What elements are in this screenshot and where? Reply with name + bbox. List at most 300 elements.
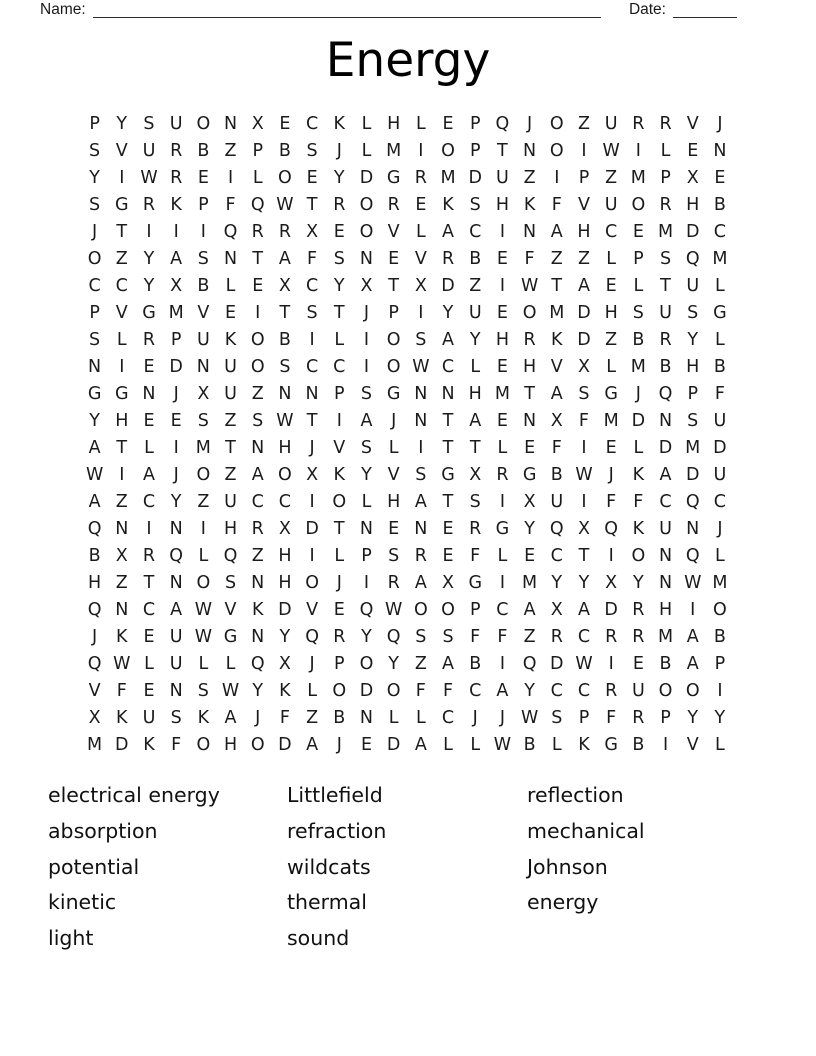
grid-letter: A	[278, 248, 291, 269]
grid-letter: B	[333, 707, 346, 728]
grid-letter: T	[524, 383, 535, 404]
grid-letter: C	[713, 221, 727, 242]
grid-letter: U	[604, 113, 618, 134]
grid-letter: Z	[577, 248, 590, 269]
grid-letter: I	[418, 437, 424, 458]
grid-letter: Q	[685, 491, 700, 512]
grid-letter: R	[251, 221, 264, 242]
grid-letter: R	[414, 545, 427, 566]
grid-letter: J	[608, 464, 614, 485]
grid-letter: C	[577, 680, 591, 701]
grid-letter: N	[414, 410, 428, 431]
grid-letter: N	[658, 545, 673, 566]
grid-letter: L	[388, 437, 399, 458]
grid-letter: L	[415, 221, 426, 242]
grid-letter: O	[196, 572, 211, 593]
grid-letter: H	[278, 572, 292, 593]
grid-letter: Y	[252, 680, 264, 701]
grid-letter: G	[522, 464, 537, 485]
grid-letter: X	[278, 653, 291, 674]
grid-letter: W	[575, 464, 593, 485]
grid-letter: E	[252, 275, 264, 296]
grid-letter: D	[685, 221, 700, 242]
grid-letter: Q	[386, 626, 401, 647]
grid-letter: D	[278, 599, 292, 620]
grid-letter: O	[332, 680, 347, 701]
grid-letter: U	[142, 140, 156, 161]
grid-letter: Z	[224, 464, 237, 485]
grid-letter: C	[142, 491, 156, 512]
grid-letter: L	[470, 356, 481, 377]
grid-letter: J	[309, 653, 315, 674]
name-blank-line	[93, 3, 601, 18]
grid-letter: X	[360, 275, 373, 296]
grid-letter: N	[414, 383, 428, 404]
grid-letter: J	[92, 626, 98, 647]
grid-letter: E	[388, 248, 400, 269]
grid-letter: I	[499, 491, 505, 512]
grid-letter: K	[551, 329, 563, 350]
grid-letter: B	[632, 734, 645, 755]
grid-letter: M	[386, 140, 402, 161]
grid-letter: O	[359, 194, 374, 215]
grid-letter: O	[631, 545, 646, 566]
grid-letter: S	[306, 302, 318, 323]
grid-letter: U	[468, 302, 482, 323]
grid-letter: H	[88, 572, 102, 593]
grid-letter: R	[659, 194, 672, 215]
grid-letter: G	[468, 572, 482, 593]
grid-letter: X	[251, 113, 264, 134]
grid-letter: J	[309, 437, 315, 458]
grid-letter: N	[441, 383, 455, 404]
grid-letter: F	[714, 383, 725, 404]
grid-letter: M	[195, 437, 211, 458]
grid-letter: J	[92, 221, 98, 242]
grid-letter: Q	[604, 518, 619, 539]
grid-letter: Y	[361, 464, 372, 485]
grid-letter: E	[415, 194, 427, 215]
grid-letter: Y	[687, 329, 699, 350]
grid-letter: L	[198, 545, 209, 566]
grid-letter: T	[660, 275, 671, 296]
grid-letter: E	[197, 167, 209, 188]
grid-letter: Y	[361, 626, 372, 647]
grid-letter: F	[578, 410, 589, 431]
grid-letter: O	[386, 680, 401, 701]
grid-letter: N	[523, 221, 537, 242]
grid-letter: L	[606, 356, 617, 377]
grid-letter: B	[197, 140, 210, 161]
grid-letter: P	[361, 545, 372, 566]
grid-letter: L	[225, 653, 236, 674]
grid-letter: D	[604, 599, 618, 620]
grid-letter: V	[550, 356, 563, 377]
grid-letter: O	[685, 680, 700, 701]
grid-letter: C	[305, 275, 319, 296]
grid-letter: L	[307, 680, 317, 701]
grid-letter: S	[415, 464, 427, 485]
grid-letter: R	[387, 572, 400, 593]
grid-letter: B	[713, 194, 726, 215]
grid-letter: L	[551, 734, 562, 755]
grid-letter: X	[469, 464, 482, 485]
grid-letter: A	[88, 491, 101, 512]
grid-letter: C	[305, 356, 319, 377]
grid-letter: J	[527, 113, 533, 134]
grid-letter: Z	[550, 248, 563, 269]
grid-letter: P	[89, 113, 100, 134]
grid-letter: R	[550, 626, 563, 647]
grid-letter: J	[717, 518, 723, 539]
grid-letter: I	[635, 140, 641, 161]
grid-letter: M	[87, 734, 103, 755]
grid-letter: Y	[89, 167, 100, 188]
grid-letter: C	[88, 275, 101, 296]
grid-letter: K	[116, 707, 128, 728]
grid-letter: H	[468, 383, 482, 404]
grid-letter: C	[713, 491, 727, 512]
grid-letter: J	[363, 302, 370, 323]
grid-letter: D	[713, 437, 727, 458]
grid-letter: O	[413, 599, 428, 620]
word-list-item: sound	[287, 926, 350, 951]
grid-letter: Q	[495, 113, 510, 134]
grid-letter: S	[333, 248, 345, 269]
grid-letter: B	[713, 626, 726, 647]
grid-letter: K	[143, 734, 155, 755]
grid-letter: E	[143, 626, 155, 647]
grid-letter: Z	[605, 329, 618, 350]
grid-letter: X	[686, 167, 699, 188]
grid-letter: H	[495, 329, 509, 350]
grid-letter: B	[469, 248, 482, 269]
grid-letter: E	[605, 437, 617, 458]
grid-letter: X	[550, 410, 563, 431]
grid-letter: U	[224, 356, 237, 377]
grid-letter: M	[657, 626, 674, 647]
grid-letter: I	[336, 410, 342, 431]
grid-letter: A	[88, 437, 101, 458]
grid-letter: J	[336, 734, 342, 755]
grid-letter: N	[169, 572, 183, 593]
grid-letter: C	[278, 491, 292, 512]
grid-letter: O	[549, 113, 564, 134]
grid-letter: I	[499, 275, 505, 296]
grid-letter: K	[251, 599, 264, 620]
grid-letter: E	[496, 356, 508, 377]
grid-letter: R	[278, 221, 291, 242]
grid-letter: E	[306, 167, 318, 188]
grid-letter: Z	[115, 572, 128, 593]
grid-letter: R	[414, 167, 427, 188]
word-list-column	[527, 778, 747, 957]
word-list-item: kinetic	[48, 890, 117, 915]
grid-letter: F	[497, 626, 508, 647]
grid-letter: G	[713, 302, 727, 323]
grid-letter: R	[251, 518, 264, 539]
grid-letter: Q	[87, 518, 102, 539]
grid-letter: H	[223, 518, 238, 539]
grid-letter: T	[143, 572, 155, 593]
grid-letter: O	[278, 464, 292, 485]
grid-letter: Q	[685, 248, 700, 269]
grid-letter: Y	[333, 275, 345, 296]
grid-letter: J	[255, 707, 261, 728]
grid-letter: L	[361, 140, 372, 161]
grid-letter: X	[197, 383, 210, 404]
grid-letter: D	[169, 356, 183, 377]
grid-letter: A	[550, 383, 563, 404]
grid-letter: S	[469, 491, 481, 512]
grid-letter: I	[363, 356, 370, 377]
grid-letter: I	[363, 329, 370, 350]
grid-letter: S	[415, 626, 427, 647]
grid-letter: A	[414, 572, 427, 593]
grid-letter: O	[359, 653, 374, 674]
grid-letter: R	[632, 599, 645, 620]
grid-letter: F	[415, 680, 426, 701]
grid-letter: Y	[714, 707, 726, 728]
grid-letter: S	[388, 545, 400, 566]
grid-letter: S	[306, 140, 318, 161]
grid-letter: N	[359, 248, 374, 269]
grid-letter: U	[169, 653, 183, 674]
grid-letter: K	[279, 680, 291, 701]
grid-letter: R	[632, 626, 645, 647]
grid-letter: O	[278, 167, 292, 188]
grid-letter: M	[712, 572, 728, 593]
grid-letter: R	[523, 329, 536, 350]
grid-letter: Z	[251, 383, 264, 404]
grid-letter: C	[115, 275, 128, 296]
grid-letter: I	[581, 140, 587, 161]
grid-letter: J	[173, 383, 179, 404]
grid-letter: W	[140, 167, 158, 188]
grid-letter: G	[495, 518, 510, 539]
grid-letter: E	[388, 518, 400, 539]
grid-letter: U	[224, 383, 237, 404]
grid-letter: X	[115, 545, 128, 566]
grid-letter: A	[170, 599, 183, 620]
grid-letter: P	[252, 140, 263, 161]
grid-letter: K	[224, 329, 237, 350]
grid-letter: V	[414, 248, 427, 269]
grid-letter: X	[278, 518, 291, 539]
grid-letter: M	[494, 383, 510, 404]
grid-letter: N	[223, 248, 238, 269]
grid-letter: W	[113, 653, 131, 674]
grid-letter: E	[143, 410, 155, 431]
grid-letter: J	[173, 464, 179, 485]
grid-letter: T	[333, 518, 345, 539]
grid-letter: C	[605, 221, 618, 242]
grid-letter: Y	[89, 410, 100, 431]
grid-letter: N	[686, 518, 700, 539]
grid-letter: G	[142, 302, 156, 323]
grid-letter: F	[279, 707, 290, 728]
grid-letter: I	[499, 653, 505, 674]
word-list-item: absorption	[48, 818, 158, 843]
grid-letter: P	[469, 140, 481, 161]
grid-letter: R	[632, 113, 645, 134]
grid-letter: L	[443, 734, 453, 755]
grid-letter: A	[442, 221, 455, 242]
grid-letter: B	[197, 275, 210, 296]
word-list-item: electrical energy	[48, 783, 220, 807]
grid-letter: C	[305, 113, 319, 134]
grid-letter: T	[225, 437, 236, 458]
grid-letter: A	[659, 464, 672, 485]
grid-letter: D	[658, 437, 673, 458]
grid-letter: W	[385, 599, 403, 620]
grid-letter: V	[577, 194, 590, 215]
grid-letter: F	[524, 248, 535, 269]
grid-letter: H	[115, 410, 129, 431]
grid-letter: F	[551, 437, 562, 458]
grid-letter: A	[442, 653, 455, 674]
grid-letter: L	[415, 707, 426, 728]
grid-letter: J	[472, 707, 478, 728]
grid-letter: B	[659, 356, 672, 377]
grid-letter: T	[116, 221, 128, 242]
grid-letter: R	[170, 167, 183, 188]
word-search-grid	[81, 110, 734, 758]
grid-letter: Y	[333, 167, 345, 188]
grid-letter: K	[442, 194, 454, 215]
grid-letter: L	[633, 437, 644, 458]
grid-letter: A	[469, 410, 482, 431]
grid-letter: Q	[549, 518, 564, 539]
grid-letter: G	[115, 194, 129, 215]
date-label: Date:	[628, 1, 666, 18]
grid-letter: I	[554, 167, 560, 188]
grid-letter: I	[173, 437, 179, 458]
grid-letter: H	[387, 113, 401, 134]
grid-letter: V	[686, 113, 699, 134]
grid-letter: Z	[224, 410, 237, 431]
grid-letter: C	[577, 626, 591, 647]
word-list-item: energy	[527, 890, 599, 915]
grid-letter: L	[715, 329, 725, 350]
grid-letter: R	[659, 113, 672, 134]
grid-letter: I	[608, 653, 614, 674]
grid-letter: Q	[305, 626, 319, 647]
grid-letter: E	[143, 680, 155, 701]
grid-letter: G	[223, 626, 238, 647]
grid-letter: Z	[224, 140, 237, 161]
grid-letter: N	[713, 140, 727, 161]
grid-letter: A	[224, 707, 237, 728]
grid-letter: P	[660, 707, 671, 728]
grid-letter: E	[524, 545, 536, 566]
grid-letter: V	[224, 599, 237, 620]
grid-letter: K	[523, 194, 536, 215]
grid-letter: O	[196, 464, 211, 485]
grid-letter: C	[550, 545, 563, 566]
grid-letter: E	[333, 221, 345, 242]
grid-letter: U	[659, 302, 672, 323]
grid-letter: A	[414, 734, 427, 755]
grid-letter: N	[251, 626, 265, 647]
grid-letter: V	[387, 464, 400, 485]
grid-letter: I	[418, 140, 424, 161]
grid-letter: N	[523, 140, 537, 161]
grid-letter: E	[143, 356, 155, 377]
grid-letter: A	[142, 464, 155, 485]
grid-letter: S	[360, 383, 373, 404]
grid-letter: F	[307, 248, 318, 269]
grid-letter: V	[333, 437, 346, 458]
grid-letter: R	[333, 194, 346, 215]
grid-letter: S	[632, 302, 644, 323]
grid-letter: W	[276, 410, 294, 431]
grid-letter: G	[115, 383, 129, 404]
grid-letter: S	[89, 194, 101, 215]
grid-letter: X	[414, 275, 427, 296]
grid-letter: K	[333, 113, 346, 134]
grid-letter: Z	[251, 545, 264, 566]
grid-letter: E	[442, 518, 454, 539]
grid-letter: I	[200, 518, 206, 539]
grid-letter: T	[116, 437, 128, 458]
grid-letter: P	[578, 707, 590, 728]
grid-letter: N	[414, 518, 428, 539]
grid-letter: P	[198, 194, 209, 215]
grid-letter: I	[690, 599, 696, 620]
grid-letter: B	[713, 356, 726, 377]
grid-letter: P	[578, 167, 590, 188]
grid-letter: M	[603, 410, 619, 431]
grid-letter: H	[278, 437, 292, 458]
word-list-item: refraction	[287, 818, 387, 843]
grid-letter: L	[715, 734, 725, 755]
grid-letter: O	[386, 329, 401, 350]
grid-letter: S	[687, 302, 699, 323]
grid-letter: E	[496, 302, 508, 323]
grid-letter: Z	[414, 653, 427, 674]
grid-letter: X	[577, 356, 590, 377]
grid-letter: S	[578, 383, 590, 404]
grid-letter: P	[89, 302, 100, 323]
grid-letter: N	[359, 707, 374, 728]
grid-letter: Q	[87, 653, 102, 674]
grid-letter: Q	[223, 545, 238, 566]
grid-letter: B	[550, 464, 563, 485]
grid-letter: V	[88, 680, 101, 701]
grid-letter: D	[305, 518, 319, 539]
grid-letter: T	[551, 275, 563, 296]
grid-letter: Y	[143, 275, 155, 296]
grid-letter: R	[142, 545, 156, 566]
grid-letter: D	[386, 734, 401, 755]
grid-letter: X	[523, 491, 536, 512]
grid-letter: J	[635, 383, 641, 404]
grid-letter: O	[549, 140, 564, 161]
grid-letter: N	[115, 599, 129, 620]
grid-letter: D	[550, 653, 564, 674]
grid-letter: H	[686, 194, 700, 215]
grid-letter: V	[197, 302, 210, 323]
grid-letter: T	[497, 140, 508, 161]
grid-letter: V	[686, 734, 699, 755]
grid-letter: H	[686, 356, 700, 377]
grid-letter: O	[359, 221, 374, 242]
grid-letter: Q	[522, 653, 537, 674]
grid-letter: F	[171, 734, 182, 755]
grid-letter: P	[687, 383, 698, 404]
grid-letter: Z	[197, 491, 210, 512]
